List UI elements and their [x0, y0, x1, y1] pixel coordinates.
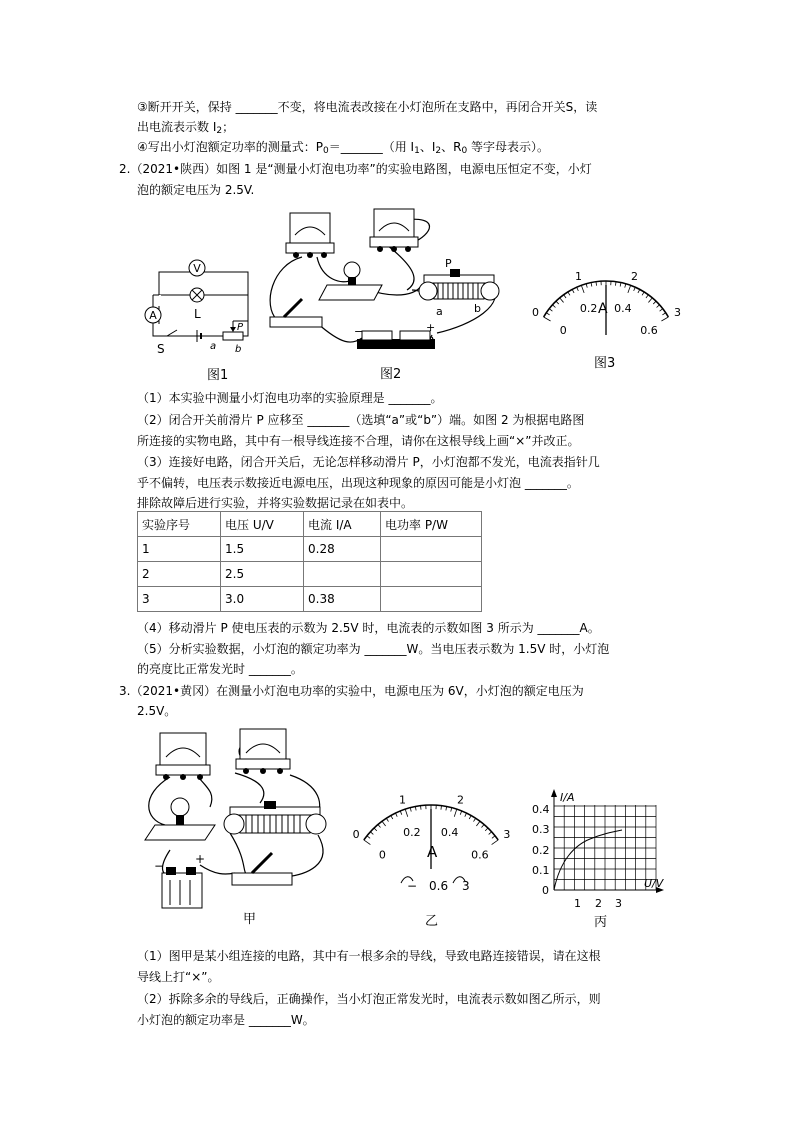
table-row [138, 537, 482, 562]
dial-bottom-tick-3: 0.6 [640, 324, 658, 337]
table-cell [381, 562, 482, 587]
q2-data-table [137, 511, 482, 612]
dial-tick [581, 285, 584, 293]
y-tick-label: 0.4 [532, 803, 550, 816]
dial-tick [476, 821, 480, 826]
y-tick-label: 0.1 [532, 864, 550, 877]
table-cell: 2 [138, 562, 221, 587]
q2-part5-line2: 的亮度比正常发光时 _______。 [137, 662, 303, 676]
table-header: 电压 U/V [221, 512, 304, 537]
dial-top-tick-2: 2 [631, 269, 639, 283]
figure-bing-iu-graph [530, 785, 672, 930]
table-header-row [138, 512, 482, 537]
table-cell: 1.5 [221, 537, 304, 562]
slider-p-label: P [445, 257, 452, 270]
table-header: 电功率 P/W [381, 512, 482, 537]
q1-step4-line: ④写出小灯泡额定功率的测量式：$P_0=\_\_\_\_\_\_\_$（用 $I_1$、$I_2$、$R_0$ 等字母表示）。 [137, 140, 550, 156]
terminal-0-6-label: 0.6 [429, 879, 449, 893]
table-cell: 3.0 [221, 587, 304, 612]
dial-tick [405, 809, 408, 817]
battery-device [162, 867, 202, 908]
end-b-label: b [235, 344, 242, 355]
figure-2-physical-circuit [262, 205, 512, 383]
q3-stem-line2: 2.5V。 [137, 704, 177, 718]
dial-top-tick-3: 3 [503, 828, 511, 842]
table-row [138, 562, 482, 587]
x-tick-label: 1 [574, 897, 581, 910]
x-tick-label: 3 [615, 897, 622, 910]
dial-top-tick-0: 0 [531, 306, 539, 319]
q3-part1-line1: （1）图甲是某小组连接的电路，其中有一根多余的导线，导致电路连接错误，请在这根 [137, 949, 601, 963]
figure-1-label: 图1 [207, 368, 229, 382]
q2-stem-line2: 泡的额定电压为 2.5V. [137, 183, 255, 197]
end-a-label: a [436, 305, 443, 318]
table-cell: 2.5 [221, 562, 304, 587]
table-header: 电流 I/A [304, 512, 381, 537]
dial-top-tick-2: 2 [456, 793, 464, 807]
q2-part3-line2: 乎不偏转，电压表示数接近电源电压，出现这种现象的原因可能是小灯泡 _______。 [137, 476, 579, 490]
rheostat-device [224, 801, 326, 834]
y-tick-label: 0 [542, 884, 549, 897]
battery-minus-label: − [354, 325, 364, 338]
dial-top-tick-0: 0 [352, 828, 360, 842]
y-tick-label: 0.2 [532, 844, 550, 857]
figure-jia-physical-circuit [140, 725, 340, 930]
dial-tick [382, 821, 386, 826]
dial-tick [454, 809, 457, 817]
dial-bottom-tick-1: 0.2 [579, 302, 598, 316]
voltmeter-label: V [193, 262, 201, 275]
q2-part4: （4）移动滑片 P 使电压表的示数为 2.5V 时，电流表的示数如图 3 所示为 _______A。 [137, 621, 600, 635]
dial-unit-label: A [598, 301, 608, 317]
rheostat-device [419, 269, 499, 300]
dial-unit-label: A [427, 843, 438, 861]
q1-step3-line1: ③断开开关，保持 _______不变，将电流表改接在小灯泡所在支路中，再闭合开关S，读 [137, 100, 598, 114]
switch-label: S [157, 342, 165, 356]
x-tick-label: 2 [595, 897, 602, 910]
lamp-device [145, 798, 215, 840]
end-b-label: b [474, 302, 481, 315]
end-a-label: a [210, 341, 217, 352]
q3-stem-line1: 3.（2021•黄冈）在测量小灯泡电功率的实验中，电源电压为 6V，小灯泡的额定电压为 [119, 684, 584, 698]
figure-bing-label: 丙 [594, 915, 608, 930]
ammeter-device [236, 729, 290, 774]
figure-yi-label: 乙 [425, 914, 439, 929]
voltmeter-device [370, 209, 418, 252]
table-cell: 0.38 [304, 587, 381, 612]
table-cell [381, 537, 482, 562]
battery-minus-label: − [154, 859, 165, 873]
dial-tick [492, 840, 499, 845]
voltmeter-device [156, 733, 210, 780]
dial-bottom-tick-0: 0 [559, 324, 567, 337]
table-header: 实验序号 [138, 512, 221, 537]
table-cell: 0.28 [304, 537, 381, 562]
q2-part2-line2: 所连接的实物电路，其中有一根导线连接不合理，请你在这根导线上画“×”并改正。 [137, 434, 580, 448]
q2-part3-line3: 排除故障后进行实验，并将实验数据记录在如表中。 [137, 496, 414, 510]
q1-step3-line2: 出电流表示数 $I_2$； [137, 120, 235, 136]
dial-top-tick-3: 3 [674, 306, 682, 319]
dial-bottom-tick-1: 0.2 [403, 826, 421, 840]
dial-bottom-tick-2: 0.4 [440, 826, 459, 840]
battery-plus-label: + [426, 321, 436, 334]
table-cell [304, 562, 381, 587]
terminal-3-label: 3 [462, 879, 470, 893]
figure-yi-ammeter-dial [345, 775, 517, 930]
figure-3-ammeter-dial [522, 245, 690, 375]
battery-plus-label: + [195, 852, 206, 866]
q3-part2-line2: 小灯泡的额定功率是 _______W。 [137, 1013, 315, 1027]
y-axis-arrow-icon [551, 789, 557, 797]
switch-symbol [167, 330, 177, 336]
dial-bottom-tick-3: 0.6 [471, 848, 489, 862]
figure-3-label: 图3 [594, 356, 616, 371]
figure-jia-label: 甲 [243, 912, 257, 927]
x-axis-label: U/V [644, 877, 664, 890]
dial-bottom-tick-0: 0 [378, 848, 386, 862]
dial-tick [544, 317, 551, 321]
table-cell: 1 [138, 537, 221, 562]
lamp-label: L [194, 307, 201, 321]
rheostat-symbol [223, 332, 243, 340]
dial-tick [661, 317, 668, 321]
lamp-device [319, 262, 382, 300]
ammeter-device [286, 213, 334, 258]
dial-bottom-tick-2: 0.4 [614, 302, 632, 316]
terminal-minus-label: − [407, 879, 418, 893]
q2-part5-line1: （5）分析实验数据，小灯泡的额定功率为 _______W。当电压表示数为 1.5V 时，小灯泡 [137, 642, 610, 656]
dial-top-tick-1: 1 [399, 793, 407, 807]
dial-tick [648, 298, 652, 303]
slider-p-label: P [237, 322, 244, 333]
figure-1-circuit-diagram [137, 252, 257, 382]
figure-2-label: 图2 [380, 367, 402, 382]
y-axis-label: I/A [560, 791, 575, 804]
dial-tick [560, 298, 564, 303]
q2-part1: （1）本实验中测量小灯泡电功率的实验原理是 _______。 [137, 391, 443, 405]
table-cell [381, 587, 482, 612]
q2-stem-line1: 2.（2021•陕西）如图 1 是“测量小灯泡电功率”的实验电路图，电源电压恒定不变，小灯 [119, 162, 592, 176]
q2-part3-line1: （3）连接好电路，闭合开关后，无论怎样移动滑片 P，小灯泡都不发光，电流表指针几 [137, 455, 600, 469]
dial-tick [364, 840, 371, 845]
switch-device [270, 299, 322, 327]
q3-part1-line2: 导线上打“×”。 [137, 970, 220, 984]
q2-part2-line1: （2）闭合开关前滑片 P 应移至 _______（选填“a”或“b”）端。如图 2 为根据电路图 [137, 413, 585, 427]
dial-tick [628, 285, 631, 293]
battery-device [357, 331, 435, 349]
ammeter-label: A [149, 309, 157, 322]
table-row [138, 587, 482, 612]
y-tick-label: 0.3 [532, 823, 550, 836]
q3-part2-line1: （2）拆除多余的导线后，正确操作，当小灯泡正常发光时，电流表示数如图乙所示，则 [137, 992, 601, 1006]
table-cell: 3 [138, 587, 221, 612]
dial-top-tick-1: 1 [574, 269, 582, 283]
